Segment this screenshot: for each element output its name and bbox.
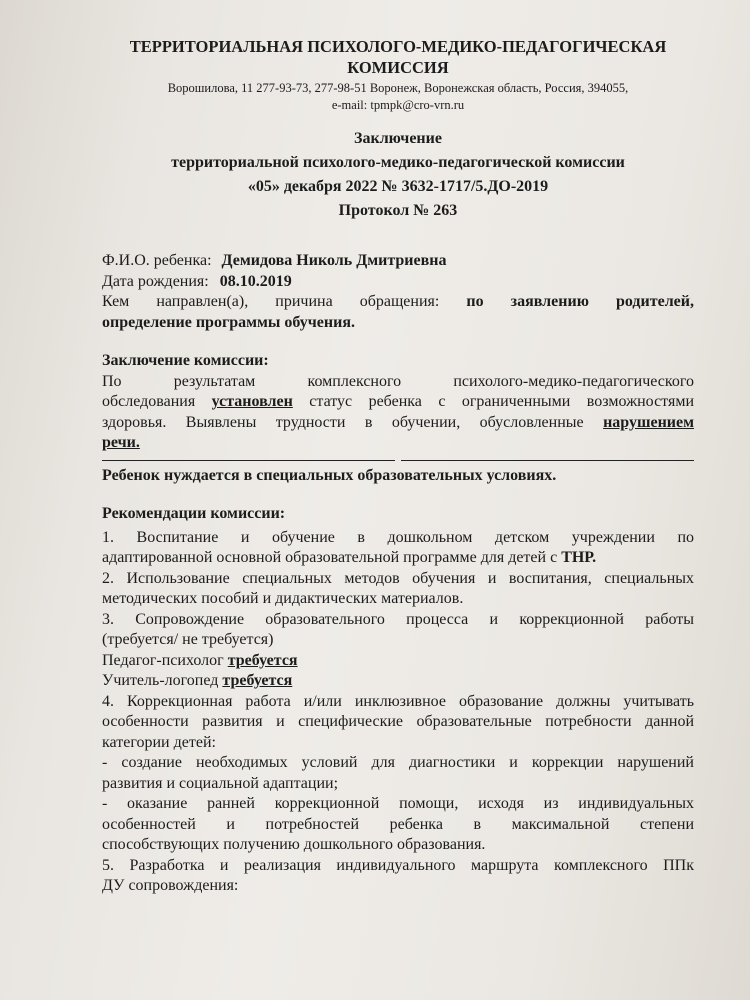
rec4-bullet2-line3: способствующих получению дошкольного образования. xyxy=(102,836,486,853)
commission-address xyxy=(102,80,694,114)
referral-label: Кем направлен(а), причина обращения: xyxy=(102,293,440,310)
rec3-line2: (требуется/ не требуется) xyxy=(102,631,274,648)
conclusion-text-3a: здоровья. Выявлены трудности в обучении, обусловленные xyxy=(102,413,584,431)
document-body xyxy=(102,28,694,897)
speech-word: речи. xyxy=(102,434,140,451)
address-line: Ворошилова, 11 277-93-73, 277-98-51 Воронеж, Воронежская область, Россия, 394055, xyxy=(167,81,629,95)
conclusion-text-line2 xyxy=(102,392,694,413)
child-dob-label: Дата рождения: xyxy=(102,272,209,290)
rec4-bullet1-line1: - создание необходимых условий для диагностики и коррекции нарушений xyxy=(102,754,694,771)
rec4-line2: особенности развития и специфические образовательные потребности данной xyxy=(102,713,694,730)
rec2-line1: 2. Использование специальных методов обучения и воспитания, специальных xyxy=(102,569,694,587)
conclusion-header xyxy=(102,127,694,223)
needs-statement: Ребенок нуждается в специальных образовательных условиях. xyxy=(102,466,557,484)
conclusion-text-line4 xyxy=(102,433,694,454)
referral-line1 xyxy=(102,292,694,313)
child-dob-value: 08.10.2019 xyxy=(219,272,292,290)
protocol-number: Протокол № 263 xyxy=(338,202,458,219)
conclusion-text-2a: обследования xyxy=(102,393,196,410)
commission-title-line2: КОМИССИЯ xyxy=(347,58,449,77)
conclusion-title: Заключение xyxy=(354,130,442,147)
rec4-bullet1-line2: развития и социальной адаптации; xyxy=(102,774,339,792)
separator-line xyxy=(102,460,694,461)
commission-title-line1: ТЕРРИТОРИАЛЬНАЯ ПСИХОЛОГО-МЕДИКО-ПЕДАГОГИЧЕСКАЯ xyxy=(129,37,667,56)
speech-therapist-label: Учитель-логопед xyxy=(102,672,219,689)
psychologist-row xyxy=(102,651,694,672)
impairment-word: нарушением xyxy=(603,413,695,431)
rec4-bullet2-line2: особенностей и потребностей ребенка в максимальной степени xyxy=(102,815,694,833)
conclusion-date-number: «05» декабря 2022 № 3632-1717/5.ДО-2019 xyxy=(247,178,549,195)
rec3-line1: 3. Сопровождение образовательного процесса и коррекционной работы xyxy=(102,610,694,628)
rec4-line3: категории детей: xyxy=(102,733,216,751)
rec1-line1: 1. Воспитание и обучение в дошкольном детском учреждении по xyxy=(102,528,694,546)
referral-line2 xyxy=(102,313,694,334)
child-name-value: Демидова Николь Дмитриевна xyxy=(221,252,447,269)
speech-therapist-row xyxy=(102,671,694,692)
child-dob-row xyxy=(102,272,694,293)
rec1-tnr: ТНР. xyxy=(561,549,597,566)
rec5-line1: 5. Разработка и реализация индивидуального маршрута комплексного ППк xyxy=(102,856,694,874)
referral-reason-a: по заявлению родителей, xyxy=(466,293,694,310)
commission-conclusion-heading: Заключение комиссии: xyxy=(102,352,269,369)
conclusion-text-2c: статус ребенка с ограниченными возможностями xyxy=(309,393,695,410)
rec1-line2 xyxy=(102,548,694,569)
speech-therapist-value: требуется xyxy=(222,672,293,689)
child-name-label: Ф.И.О. ребенка: xyxy=(102,252,212,269)
established-word: установлен xyxy=(211,393,293,410)
conclusion-subtitle: территориальной психолого-медико-педагогической комиссии xyxy=(171,154,625,171)
conclusion-text-line3 xyxy=(102,413,694,434)
psychologist-label: Педагог-психолог xyxy=(102,651,224,669)
rec1-line2a: адаптированной основной образовательной программе для детей с xyxy=(102,549,558,566)
psychologist-value: требуется xyxy=(227,651,298,669)
rec5-line2: ДУ сопровождения: xyxy=(102,877,239,894)
child-name-row xyxy=(102,251,694,272)
recommendations-heading: Рекомендации комиссии: xyxy=(102,505,286,522)
referral-reason-b: определение программы обучения. xyxy=(102,313,355,331)
rec4-bullet2-line1: - оказание ранней коррекционной помощи, исходя из индивидуальных xyxy=(102,795,694,812)
rec4-line1: 4. Коррекционная работа и/или инклюзивное образование должны учитывать xyxy=(102,692,694,710)
email-line: e-mail: tpmpk@cro-vrn.ru xyxy=(331,98,465,112)
rec2-line2: методических пособий и дидактических материалов. xyxy=(102,590,464,607)
commission-title xyxy=(102,36,694,78)
conclusion-text-line1: По результатам комплексного психолого-медико-педагогического xyxy=(102,372,694,390)
